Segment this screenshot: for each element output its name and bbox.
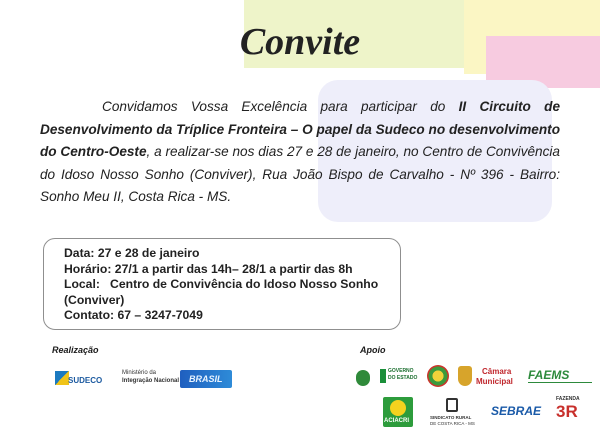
detail-contact: Contato: 67 – 3247-7049 (64, 308, 203, 322)
ministerio-line-1: Ministério da (122, 370, 157, 376)
page-title: Convite (239, 21, 361, 63)
camara-logo (476, 367, 524, 387)
brasil-logo (180, 370, 232, 388)
invitation-rest: , a realizar-se nos dias 27 e 28 de janeiro, no Centro de Convivência do Idoso Nosso Sonho (Conviver), Rua João Bispo de Carvalho - Nº 396 - Bairro: Sonho Meu II, Costa Rica - MS. (40, 144, 560, 204)
camara-crest-icon (458, 366, 472, 386)
faems-logo-text: FAEMS (528, 368, 570, 382)
sudeco-logo-icon (55, 371, 69, 385)
invitation-intro: Convidamos Vossa Excelência para participar do (102, 99, 459, 114)
event-details-box (43, 238, 401, 330)
camara-logo-line-2: Municipal (476, 377, 513, 386)
governo-logo-line-2: DO ESTADO (388, 375, 418, 381)
state-seal-icon (356, 370, 370, 386)
fazenda-line: FAZENDA (556, 396, 580, 402)
fazenda-logo-text: 3R (556, 402, 578, 421)
event-name: II Circuito de Desenvolvimento da Tríplice Fronteira – O papel da Sudeco no desenvolvimento do Centro-Oeste (40, 99, 561, 159)
faems-logo (528, 367, 594, 385)
sindicato-line-1: SINDICATO RURAL (430, 415, 472, 420)
ministerio-logo (122, 370, 179, 385)
sudeco-logo: SUDECO (68, 376, 103, 385)
aciacri-logo (383, 397, 413, 427)
sindicato-logo (430, 398, 478, 428)
detail-schedule: Horário: 27/1 a partir das 14h– 28/1 a partir das 8h (64, 261, 353, 276)
realizacao-label: Realização (52, 345, 99, 355)
municipal-crest-icon (427, 365, 449, 387)
sindicato-line-2: DE COSTA RICA - MS (430, 421, 475, 426)
detail-date: Data: 27 e 28 de janeiro (64, 246, 200, 260)
detail-location: Local: Centro de Convivência do Idoso Nosso Sonho (64, 277, 379, 291)
invitation-text (40, 96, 560, 209)
fazenda-3r-logo (555, 396, 585, 426)
governo-logo (380, 367, 418, 385)
governo-logo-line-1: GOVERNO (388, 368, 414, 374)
aciacri-icon (390, 400, 406, 416)
aciacri-logo-text: ACIACRI (384, 418, 409, 424)
governo-mark-icon (380, 369, 386, 383)
camara-logo-line-1: Câmara (482, 367, 512, 376)
faems-underline (528, 382, 592, 383)
sebrae-logo-text: SEBRAE (491, 404, 542, 418)
brasil-logo-text: BRASIL (189, 374, 223, 384)
apoio-label: Apoio (360, 345, 386, 355)
sebrae-logo (491, 403, 542, 421)
sindicato-mark-icon (446, 398, 458, 412)
detail-location-continued: (Conviver) (64, 292, 125, 307)
ministerio-line-2: Integração Nacional (122, 377, 180, 384)
